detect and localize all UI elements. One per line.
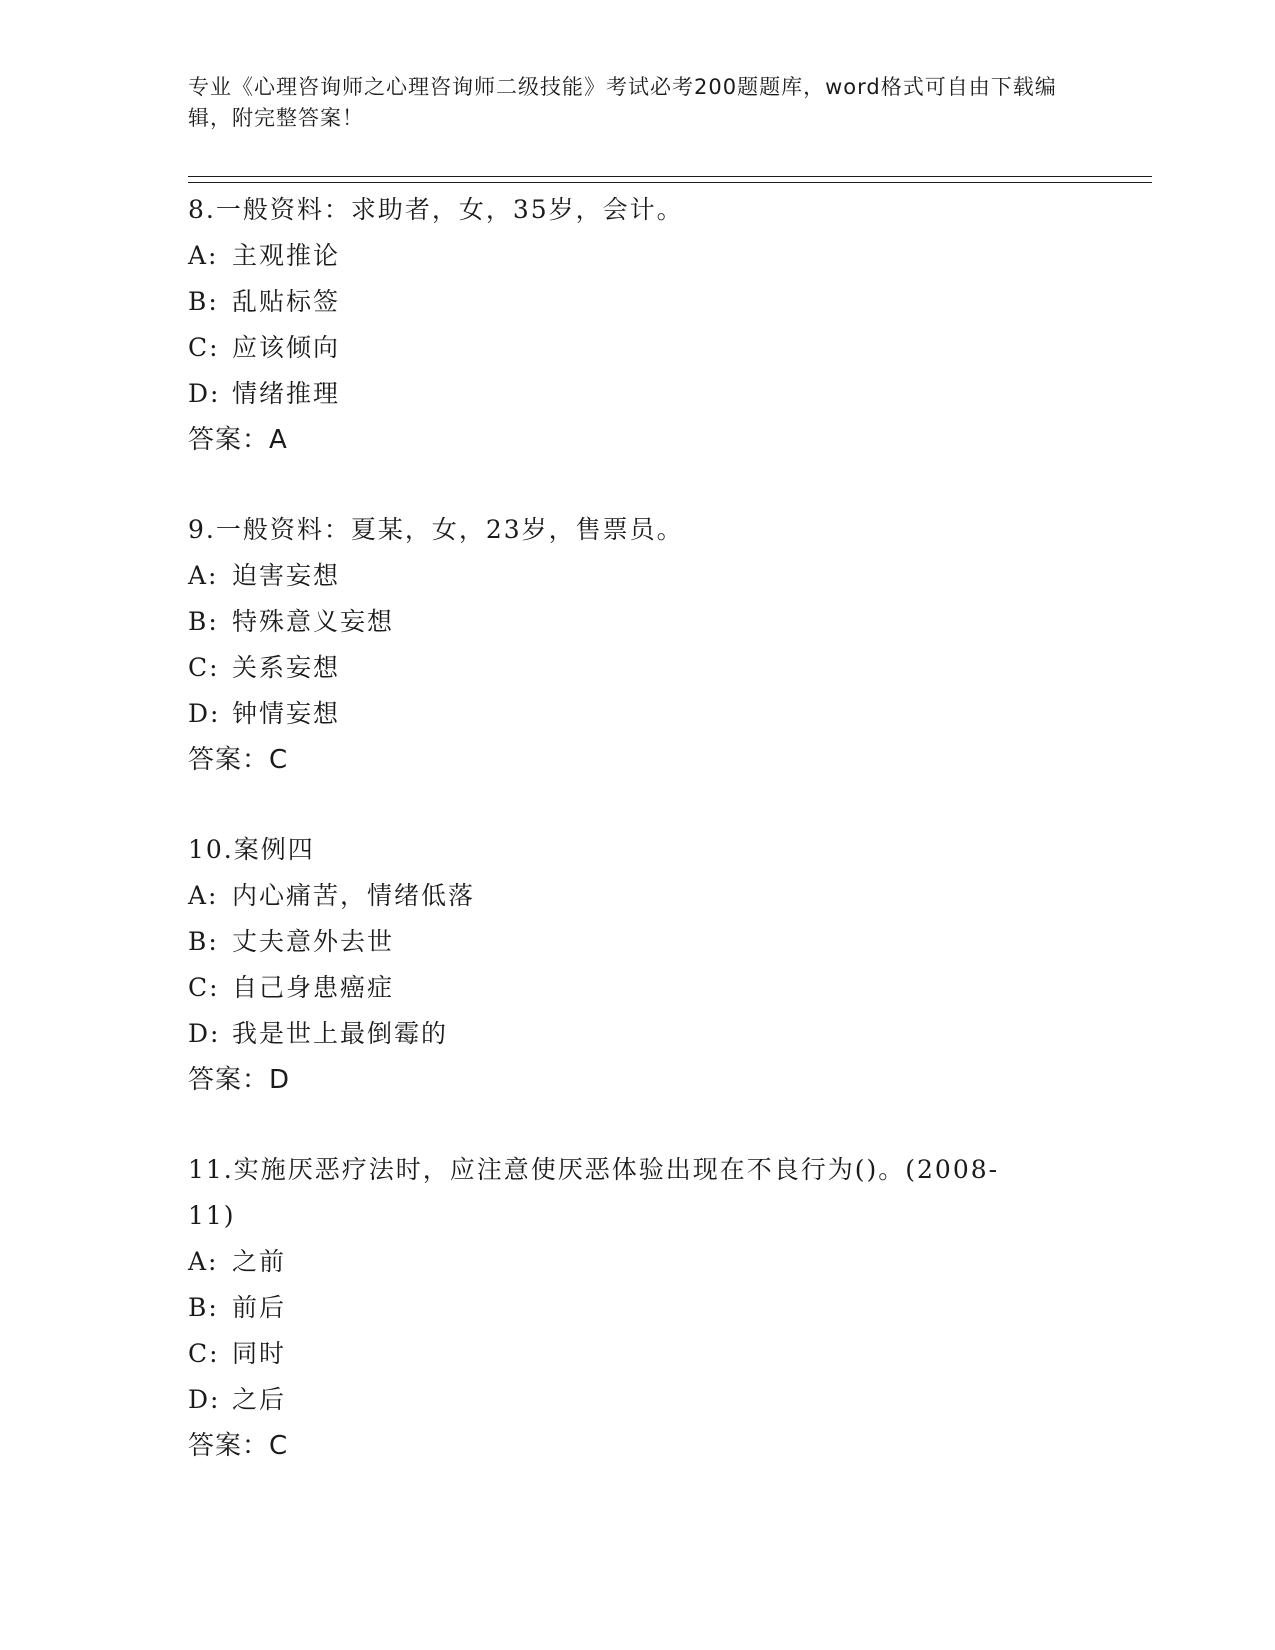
option-key: B: xyxy=(188,287,219,316)
option-key: C: xyxy=(188,653,220,682)
option-c xyxy=(188,1331,1028,1377)
option-key: D: xyxy=(188,379,221,408)
option-key: C: xyxy=(188,973,220,1002)
question-8 xyxy=(188,187,1068,463)
question-title: 8.一般资料：求助者，女，35岁，会计。 xyxy=(188,195,684,224)
question-title: 9.一般资料：夏某，女，23岁，售票员。 xyxy=(188,515,684,544)
option-key: A: xyxy=(188,241,219,270)
option-text: 同时 xyxy=(232,1339,287,1368)
question-title: 11.实施厌恶疗法时，应注意使厌恶体验出现在不良行为()。(2008-11) xyxy=(188,1155,1000,1230)
document-header: 专业《心理咨询师之心理咨询师二级技能》考试必考200题题库，word格式可自由下载编辑，附完整答案！ xyxy=(188,75,1057,130)
option-a xyxy=(188,873,1068,919)
option-c xyxy=(188,965,1068,1011)
option-b xyxy=(188,279,1068,325)
question-10 xyxy=(188,827,1068,1103)
option-text: 我是世上最倒霉的 xyxy=(232,1019,449,1048)
question-11 xyxy=(188,1147,1028,1469)
option-text: 迫害妄想 xyxy=(232,561,341,590)
option-d xyxy=(188,691,1068,737)
option-a xyxy=(188,1239,1028,1285)
option-a xyxy=(188,233,1068,279)
option-text: 钟情妄想 xyxy=(232,699,341,728)
option-text: 应该倾向 xyxy=(232,333,341,362)
option-key: A: xyxy=(188,881,219,910)
answer-line: 答案：C xyxy=(188,1431,289,1461)
option-d xyxy=(188,1377,1028,1423)
answer-line: 答案：C xyxy=(188,745,289,775)
option-text: 乱贴标签 xyxy=(232,287,341,316)
option-text: 自己身患癌症 xyxy=(232,973,395,1002)
option-text: 特殊意义妄想 xyxy=(232,607,395,636)
option-text: 内心痛苦，情绪低落 xyxy=(232,881,476,910)
option-key: C: xyxy=(188,333,220,362)
option-text: 前后 xyxy=(232,1293,287,1322)
option-key: B: xyxy=(188,1293,219,1322)
answer-line: 答案：A xyxy=(188,425,288,455)
option-b xyxy=(188,919,1068,965)
option-text: 主观推论 xyxy=(232,241,341,270)
option-key: D: xyxy=(188,1385,221,1414)
option-text: 情绪推理 xyxy=(232,379,341,408)
header-divider-bottom xyxy=(188,182,1152,183)
question-9 xyxy=(188,507,1068,783)
option-d xyxy=(188,371,1068,417)
option-c xyxy=(188,325,1068,371)
question-title: 10.案例四 xyxy=(188,835,315,864)
option-text: 之前 xyxy=(232,1247,287,1276)
option-c xyxy=(188,645,1068,691)
option-text: 之后 xyxy=(232,1385,287,1414)
option-b xyxy=(188,599,1068,645)
option-key: D: xyxy=(188,699,221,728)
option-d xyxy=(188,1011,1068,1057)
option-b xyxy=(188,1285,1028,1331)
option-text: 丈夫意外去世 xyxy=(232,927,395,956)
option-text: 关系妄想 xyxy=(232,653,341,682)
option-key: B: xyxy=(188,927,219,956)
header-divider-top xyxy=(188,176,1152,177)
option-key: D: xyxy=(188,1019,221,1048)
option-key: A: xyxy=(188,1247,219,1276)
option-key: B: xyxy=(188,607,219,636)
option-key: C: xyxy=(188,1339,220,1368)
answer-line: 答案：D xyxy=(188,1065,291,1095)
option-a xyxy=(188,553,1068,599)
option-key: A: xyxy=(188,561,219,590)
